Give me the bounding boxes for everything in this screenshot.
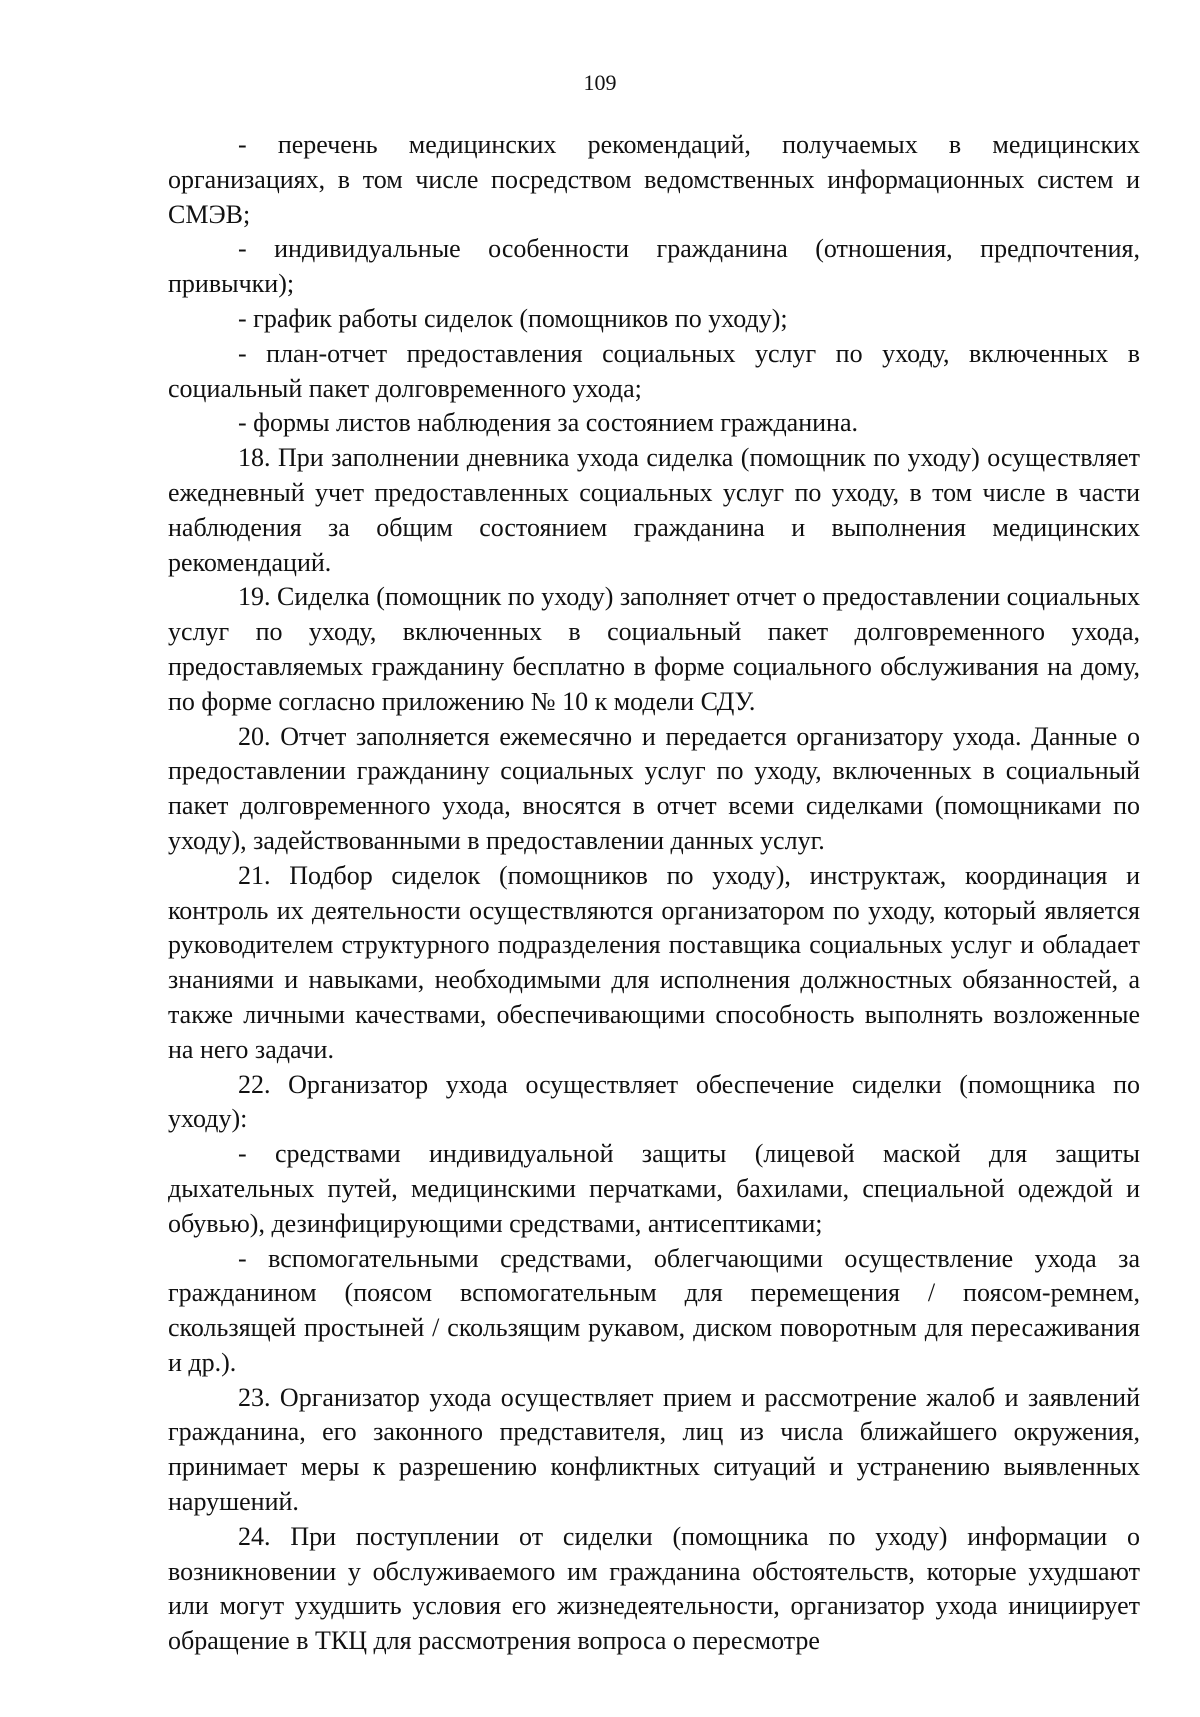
paragraph-item-19: 19. Сиделка (помощник по уходу) заполняет отчет о предоставлении социальных услуг по уходу, включенных в социальный пакет долговременного ухода, предоставляемых гражданину бесплатно в форме социального обслуживания на дому, по форме согласно приложению № 10 к модели СДУ. [168, 582, 1140, 716]
paragraph-list-item-plan-report: - план-отчет предоставления социальных услуг по уходу, включенных в социальный пакет долговременного ухода; [168, 338, 1140, 403]
paragraph-list-item-medical-recommendations: - перечень медицинских рекомендаций, получаемых в медицинских организациях, в том числе посредством ведомственных информационных систем и СМЭВ; [168, 130, 1140, 229]
paragraph-list-item-protective-equipment: - средствами индивидуальной защиты (лицевой маской для защиты дыхательных путей, медицинскими перчатками, бахилами, специальной одеждой и обувью), дезинфицирующими средствами, антисептиками; [168, 1139, 1140, 1238]
paragraph-item-22: 22. Организатор ухода осуществляет обеспечение сиделки (помощника по уходу): [168, 1069, 1140, 1134]
paragraph-item-21: 21. Подбор сиделок (помощников по уходу), инструктаж, координация и контроль их деятельности осуществляются организатором по уходу, который является руководителем структурного подразделения поставщика социальных услуг и обладает знаниями и навыками, необходимыми для исполнения должностных обязанностей, а также личными качествами, обеспечивающими способность выполнять возложенные на него задачи. [168, 860, 1140, 1064]
paragraph-item-18: 18. При заполнении дневника ухода сиделка (помощник по уходу) осуществляет ежедневный учет предоставленных социальных услуг по уходу, в том числе в части наблюдения за общим состоянием гражданина и выполнения медицинских рекомендаций. [168, 443, 1140, 577]
paragraph-list-item-individual-features: - индивидуальные особенности гражданина (отношения, предпочтения, привычки); [168, 234, 1140, 299]
paragraph-list-item-auxiliary-equipment: - вспомогательными средствами, облегчающими осуществление ухода за гражданином (поясом вспомогательным для перемещения / поясом-ремнем, скользящей простыней / скользящим рукавом, диском поворотным для пересаживания и др.). [168, 1243, 1140, 1377]
document-body [168, 128, 1140, 1659]
paragraph-list-item-work-schedule: - график работы сиделок (помощников по уходу); [238, 303, 788, 333]
paragraph-item-20: 20. Отчет заполняется ежемесячно и передается организатору ухода. Данные о предоставлении гражданину социальных услуг по уходу, включенных в социальный пакет долговременного ухода, вносятся в отчет всеми сиделками (помощниками по уходу), задействованными в предоставлении данных услуг. [168, 721, 1140, 855]
paragraph-list-item-observation-forms: - формы листов наблюдения за состоянием гражданина. [238, 408, 858, 438]
page-number: 109 [583, 70, 617, 95]
paragraph-item-23: 23. Организатор ухода осуществляет прием и рассмотрение жалоб и заявлений гражданина, его законного представителя, лиц из числа ближайшего окружения, принимает меры к разрешению конфликтных ситуаций и устранению выявленных нарушений. [168, 1382, 1140, 1517]
paragraph-item-24: 24. При поступлении от сиделки (помощника по уходу) информации о возникновении у обслуживаемого им гражданина обстоятельств, которые ухудшают или могут ухудшить условия его жизнедеятельности, организатор ухода инициирует обращение в ТКЦ для рассмотрения вопроса о пересмотре [168, 1521, 1140, 1656]
